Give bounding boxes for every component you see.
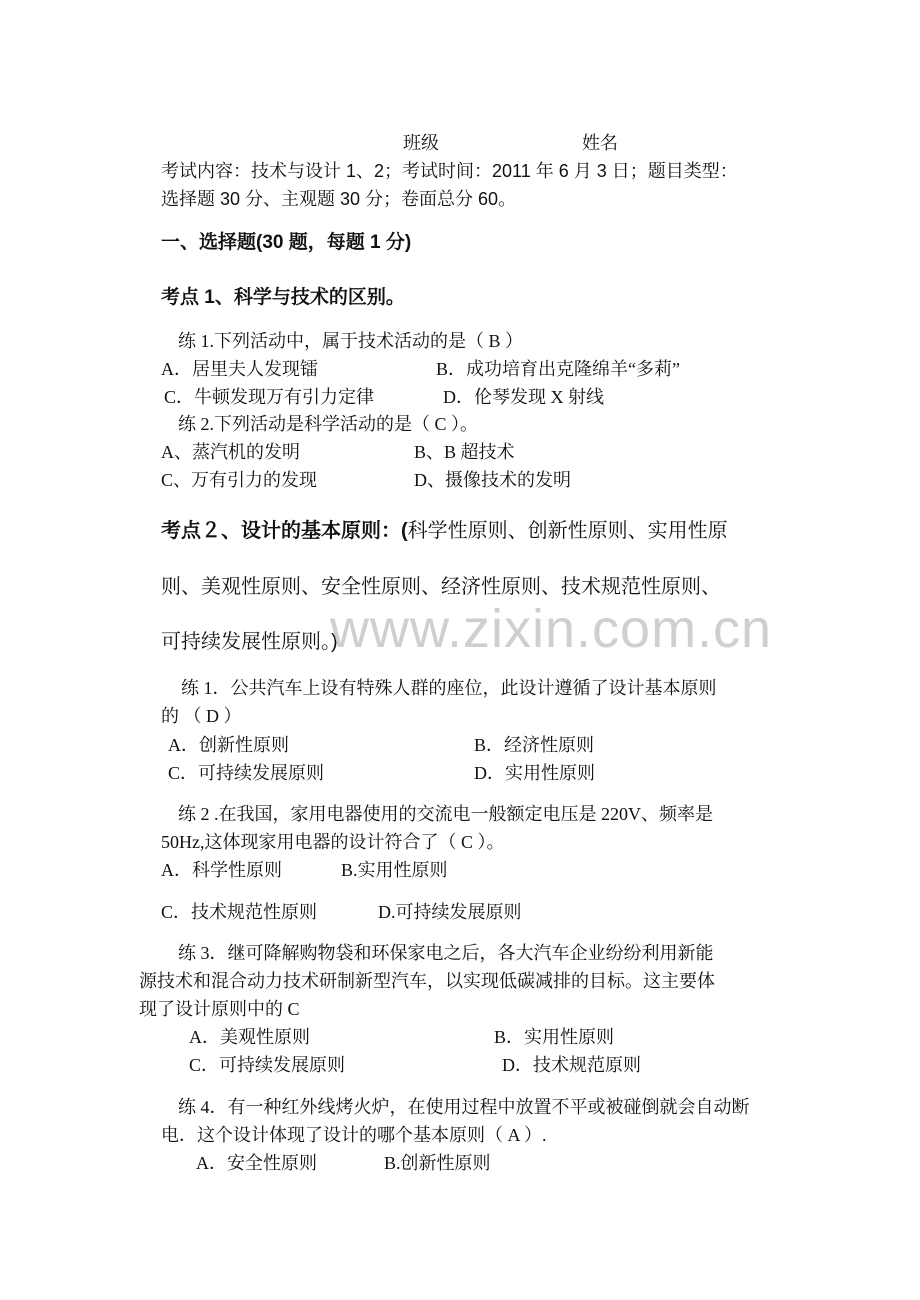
topic2-q4-stem-line1: 练 4．有一种红外线烤火炉，在使用过程中放置不平或被碰倒就会自动断 bbox=[178, 1097, 750, 1117]
exam-info-line1: 考试内容：技术与设计 1、2；考试时间：2011 年 6 月 3 日；题目类型： bbox=[161, 161, 738, 181]
topic2-q4-stem-line2: 电．这个设计体现了设计的哪个基本原则（ A ）. bbox=[161, 1125, 547, 1145]
topic2-q3-stem-line3: 现了设计原则中的 C bbox=[139, 999, 300, 1019]
topic2-q3-option-d: D．技术规范原则 bbox=[502, 1055, 641, 1075]
topic2-q2-stem-line2: 50Hz,这体现家用电器的设计符合了（ C ）。 bbox=[161, 832, 505, 852]
watermark: www.zixin.com.cn bbox=[330, 599, 773, 659]
topic2-q2-option-b: B.实用性原则 bbox=[341, 860, 448, 880]
topic2-q1-option-b: B．经济性原则 bbox=[474, 735, 595, 755]
topic2-title bbox=[161, 514, 728, 543]
topic2-q1-option-a: A．创新性原则 bbox=[168, 735, 289, 755]
topic2-q3-option-b: B．实用性原则 bbox=[494, 1027, 615, 1047]
topic2-q2-stem-line1: 练 2 .在我国，家用电器使用的交流电一般额定电压是 220V、频率是 bbox=[178, 804, 713, 824]
class-label: 班级 bbox=[403, 133, 439, 153]
topic1-q2-option-d: D、摄像技术的发明 bbox=[414, 470, 571, 490]
topic2-q1-option-d: D．实用性原则 bbox=[474, 763, 595, 783]
topic1-q1-option-b: B．成功培育出克隆绵羊“多莉” bbox=[436, 359, 680, 379]
topic2-q1-option-c: C．可持续发展原则 bbox=[168, 763, 325, 783]
topic2-q2-option-d: D.可持续发展原则 bbox=[378, 902, 522, 922]
topic2-q1-stem-line2: 的 （ D ） bbox=[161, 706, 242, 726]
topic2-q3-option-c: C．可持续发展原则 bbox=[189, 1055, 346, 1075]
topic1-q1-stem: 练 1.下列活动中，属于技术活动的是（ B ） bbox=[178, 331, 524, 351]
topic1-q2-stem: 练 2.下列活动是科学活动的是（ C ）。 bbox=[178, 414, 479, 434]
topic1-q2-option-c: C、万有引力的发现 bbox=[161, 470, 318, 490]
topic2-title-rest: 科学性原则、创新性原则、实用性原 bbox=[407, 520, 728, 542]
topic1-q2-option-a: A、蒸汽机的发明 bbox=[161, 442, 300, 462]
topic2-q2-option-a: A．科学性原则 bbox=[161, 860, 282, 880]
topic1-q2-option-b: B、B 超技术 bbox=[414, 442, 515, 462]
topic2-q4-option-b: B.创新性原则 bbox=[384, 1153, 491, 1173]
topic1-q1-option-d: D．伦琴发现 X 射线 bbox=[443, 387, 604, 407]
topic2-q3-stem-line1: 练 3．继可降解购物袋和环保家电之后，各大汽车企业纷纷利用新能 bbox=[178, 943, 714, 963]
topic2-title-line3: 可持续发展性原则。) bbox=[161, 631, 338, 653]
topic2-q2-option-c: C．技术规范性原则 bbox=[161, 902, 318, 922]
topic2-q1-stem-line1: 练 1．公共汽车上设有特殊人群的座位，此设计遵循了设计基本原则 bbox=[181, 678, 717, 698]
topic1-title: 考点 1、科学与技术的区别。 bbox=[161, 287, 405, 308]
topic2-title-bold: 考点２、设计的基本原则：( bbox=[161, 520, 408, 542]
topic1-q1-option-a: A．居里夫人发现镭 bbox=[161, 359, 318, 379]
topic1-q1-option-c: C．牛顿发现万有引力定律 bbox=[164, 387, 375, 407]
section-title: 一、选择题(30 题，每题 1 分) bbox=[161, 232, 412, 253]
topic2-q3-option-a: A．美观性原则 bbox=[189, 1027, 310, 1047]
name-label: 姓名 bbox=[582, 133, 618, 153]
topic2-title-line2: 则、美观性原则、安全性原则、经济性原则、技术规范性原则、 bbox=[161, 576, 721, 598]
exam-info-line2: 选择题 30 分、主观题 30 分；卷面总分 60。 bbox=[161, 189, 517, 209]
topic2-q3-stem-line2: 源技术和混合动力技术研制新型汽车，以实现低碳减排的目标。这主要体 bbox=[139, 971, 715, 991]
topic2-q4-option-a: A．安全性原则 bbox=[196, 1153, 317, 1173]
